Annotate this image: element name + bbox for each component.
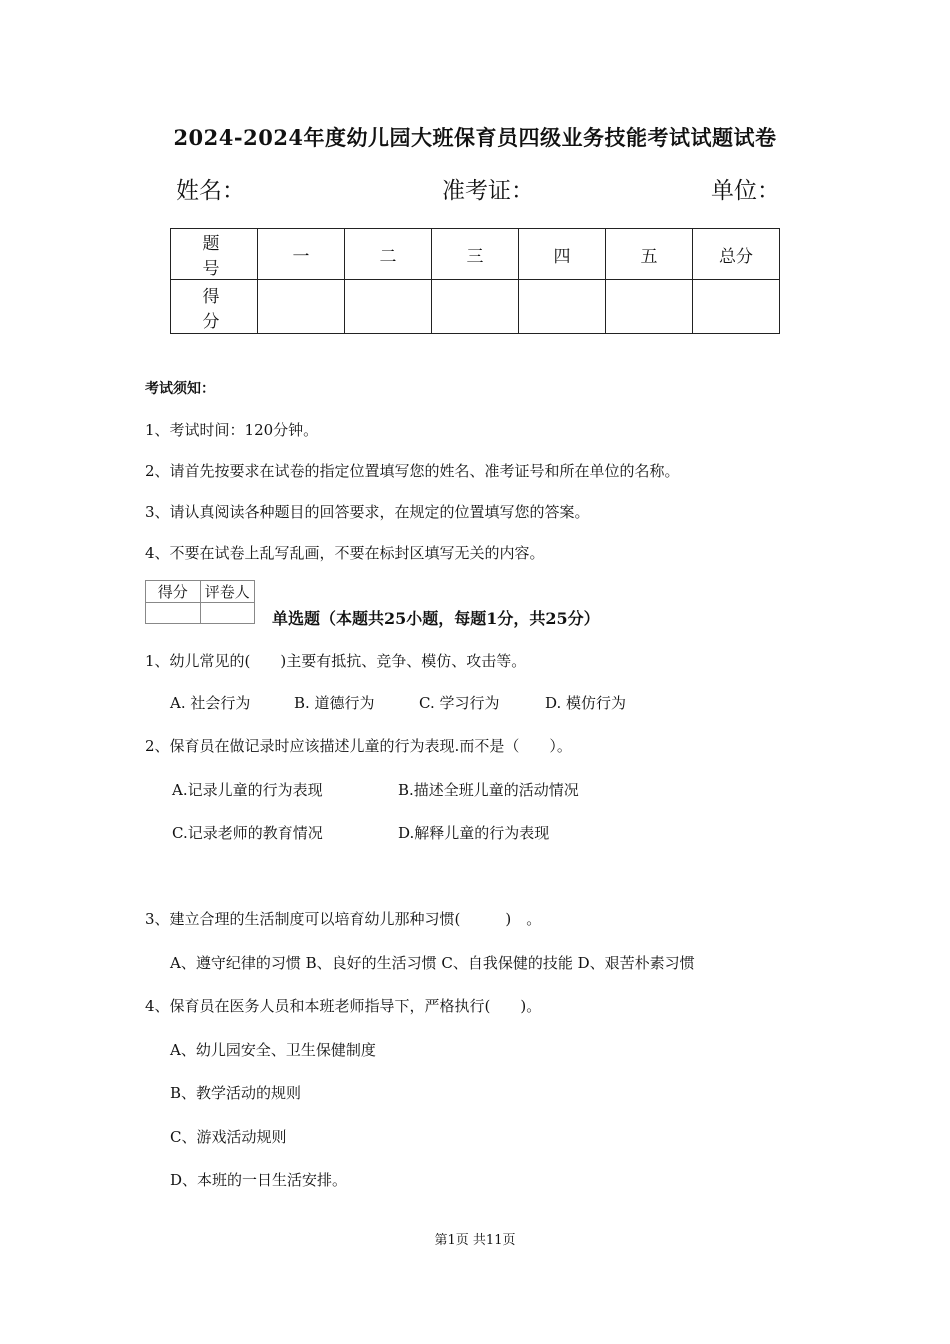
page-title: 2024-2024年度幼儿园大班保育员四级业务技能考试试题试卷 xyxy=(173,125,777,150)
question-option: B.描述全班儿童的活动情况 xyxy=(398,781,579,799)
exam-id-field-label: 准考证： xyxy=(442,178,534,204)
question-option: C. 学习行为 xyxy=(419,694,500,712)
unit-field-label: 单位： xyxy=(711,178,780,204)
question-option: C.记录老师的教育情况 xyxy=(172,824,323,842)
score-table-col-5: 五 xyxy=(606,229,693,280)
notice-item: 4、不要在试卷上乱写乱画，不要在标封区填写无关的内容。 xyxy=(145,544,545,562)
question-option: B. 道德行为 xyxy=(294,694,375,712)
score-table-score-row xyxy=(171,280,780,334)
grader-box-score-cell[interactable] xyxy=(146,603,201,624)
score-cell[interactable] xyxy=(519,280,606,334)
score-cell-total[interactable] xyxy=(693,280,780,334)
score-table-col-4: 四 xyxy=(519,229,606,280)
score-cell[interactable] xyxy=(432,280,519,334)
score-table-row-label: 题 号 xyxy=(171,229,258,280)
score-table-col-total: 总分 xyxy=(693,229,780,280)
question-option: C、游戏活动规则 xyxy=(170,1128,287,1146)
question-option: A、幼儿园安全、卫生保健制度 xyxy=(170,1041,376,1059)
notice-item: 2、请首先按要求在试卷的指定位置填写您的姓名、准考证号和所在单位的名称。 xyxy=(145,462,680,480)
score-table-score-label: 得 分 xyxy=(171,280,258,334)
grader-box-grader-cell[interactable] xyxy=(200,603,255,624)
grader-box-score-label: 得分 xyxy=(146,581,201,603)
name-field-label: 姓名： xyxy=(176,178,245,204)
score-table-col-1: 一 xyxy=(258,229,345,280)
question-options-line: A、遵守纪律的习惯 B、良好的生活习惯 C、自我保健的技能 D、艰苦朴素习惯 xyxy=(170,954,695,972)
score-table xyxy=(170,228,780,334)
question-option: A. 社会行为 xyxy=(170,694,251,712)
question-option: D、本班的一日生活安排。 xyxy=(170,1171,348,1189)
question-option: D.解释儿童的行为表现 xyxy=(398,824,550,842)
score-table-col-3: 三 xyxy=(432,229,519,280)
grader-box-grader-label: 评卷人 xyxy=(200,581,255,603)
question-stem: 3、建立合理的生活制度可以培育幼儿那种习惯( ) 。 xyxy=(145,910,542,928)
page-footer: 第1页 共11页 xyxy=(434,1233,516,1248)
question-option: B、教学活动的规则 xyxy=(170,1084,302,1102)
score-table-header-row xyxy=(171,229,780,280)
question-stem: 1、幼儿常见的( )主要有抵抗、竞争、模仿、攻击等。 xyxy=(145,652,527,670)
score-cell[interactable] xyxy=(345,280,432,334)
notice-item: 1、考试时间：120分钟。 xyxy=(145,421,319,439)
score-cell[interactable] xyxy=(606,280,693,334)
notice-heading: 考试须知： xyxy=(145,381,215,397)
score-table-col-2: 二 xyxy=(345,229,432,280)
question-option: D. 模仿行为 xyxy=(545,694,627,712)
notice-item: 3、请认真阅读各种题目的回答要求，在规定的位置填写您的答案。 xyxy=(145,503,590,521)
question-option: A.记录儿童的行为表现 xyxy=(172,781,323,799)
grader-box xyxy=(145,580,255,624)
question-stem: 4、保育员在医务人员和本班老师指导下，严格执行( )。 xyxy=(145,997,542,1015)
question-stem: 2、保育员在做记录时应该描述儿童的行为表现.而不是（ ）。 xyxy=(145,737,572,755)
section-title: 单选题（本题共25小题，每题1分，共25分） xyxy=(272,609,600,628)
